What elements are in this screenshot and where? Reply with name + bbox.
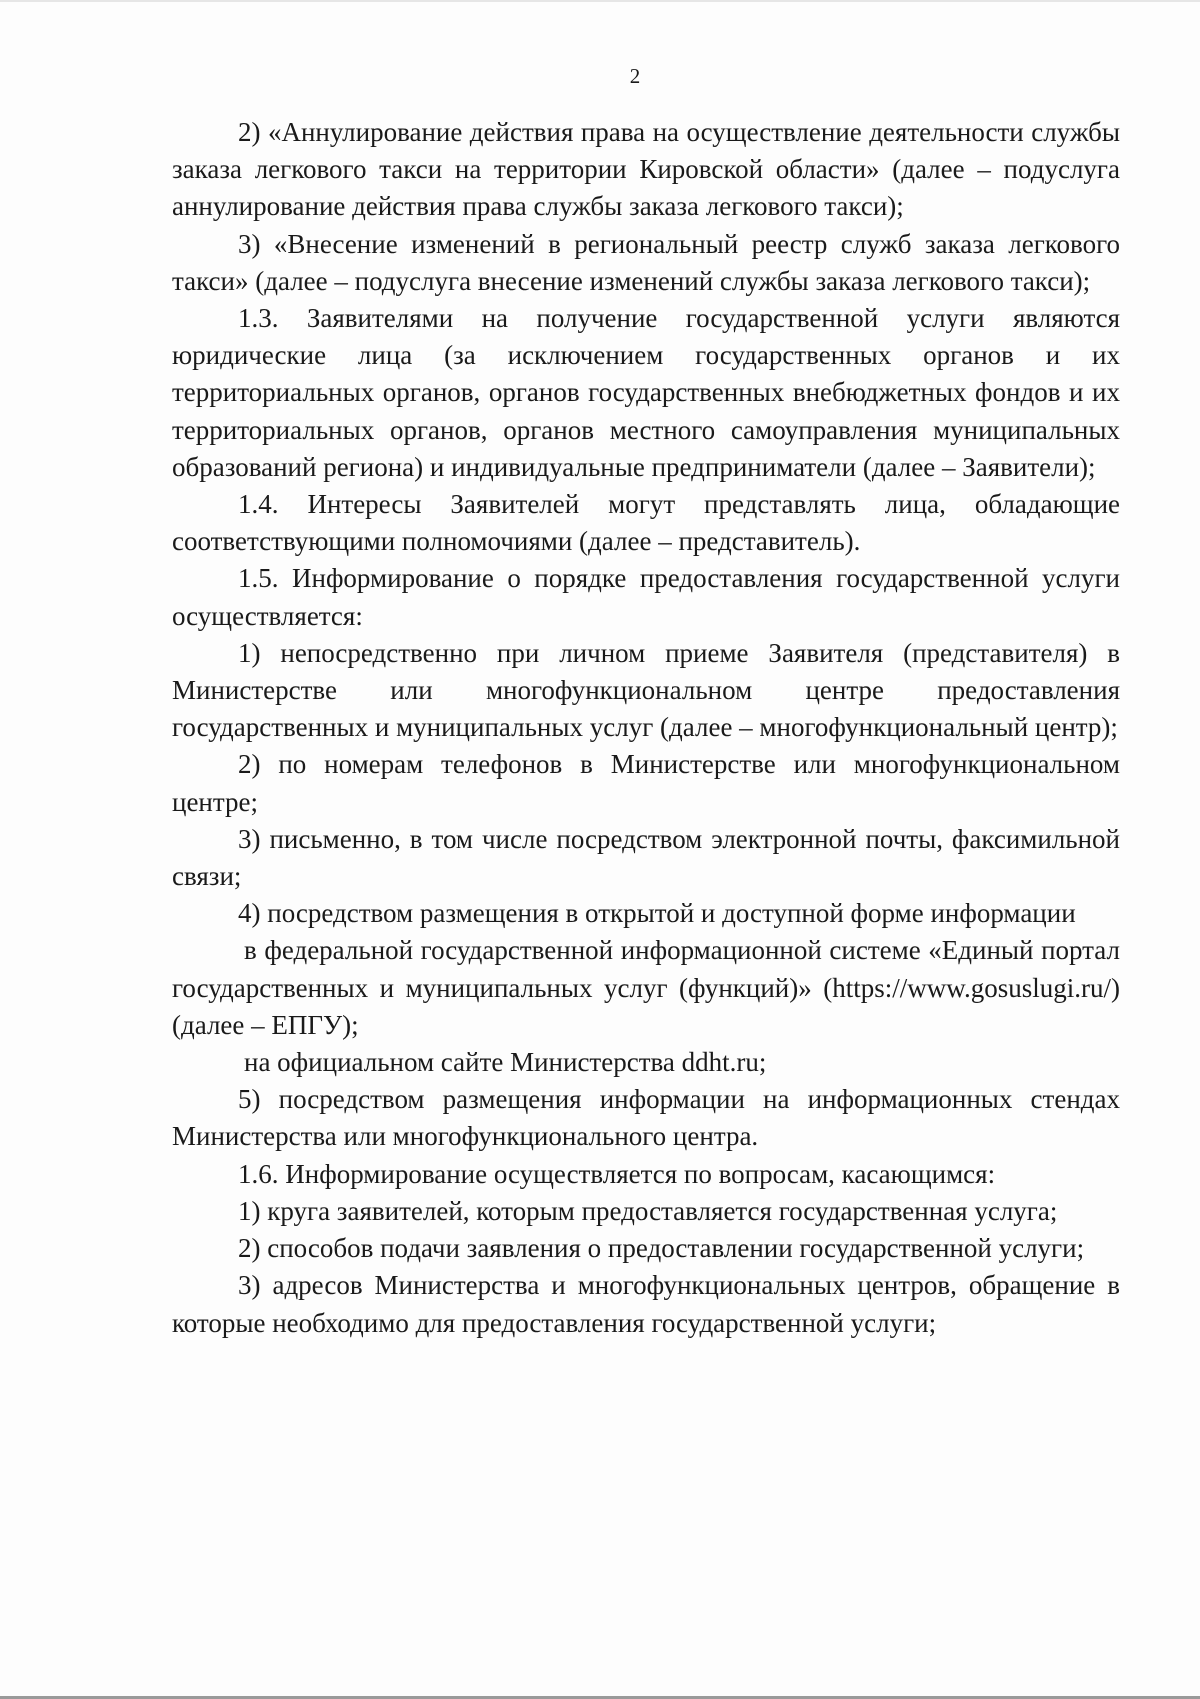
document-body (172, 114, 1120, 1342)
paragraph-informing-5-stands: 5) посредством размещения информации на информационных стендах Министерства или многофункционального центра. (172, 1084, 1120, 1152)
paragraph-item-3-changes: 3) «Внесение изменений в региональный реестр служб заказа легкового такси» (далее – подуслуга внесение изменений службы заказа легкового такси); (172, 228, 1120, 296)
paragraph-informing-4-open-form: 4) посредством размещения в открытой и доступной форме информации (238, 898, 1076, 929)
paragraph-topic-3-addresses: 3) адресов Министерства и многофункциональных центров, обращение в которые необходимо для предоставления государственной услуги; (172, 1270, 1120, 1338)
scan-edge-top (0, 0, 1200, 2)
paragraph-1-5-informing: 1.5. Информирование о порядке предоставления государственной услуги осуществляется: (172, 563, 1120, 631)
page-number: 2 (629, 64, 641, 88)
paragraph-item-2-annulment: 2) «Аннулирование действия права на осуществление деятельности службы заказа легкового такси на территории Кировской области» (далее – подуслуга аннулирование действия права службы заказа легкового такси); (172, 117, 1120, 222)
paragraph-informing-3-written: 3) письменно, в том числе посредством электронной почты, факсимильной связи; (172, 823, 1120, 892)
paragraph-1-4-representatives: 1.4. Интересы Заявителей могут представлять лица, обладающие соответствующими полномочиями (далее – представитель). (172, 489, 1120, 557)
paragraph-1-3-applicants: 1.3. Заявителями на получение государственной услуги являются юридические лица (за исключением государственных органов и их территориальных органов, органов государственных внебюджетных фондов и их территориальных органов, органов местного самоуправления муниципальных образований региона) и индивидуальные предприниматели (далее – Заявители); (172, 303, 1120, 482)
paragraph-epgu-portal: в федеральной государственной информационной системе «Единый портал государственных и муниципальных услуг (функций)» (https://www.gosuslugi.ru/) (далее – ЕПГУ); (172, 935, 1120, 1040)
paragraph-1-6-topics: 1.6. Информирование осуществляется по вопросам, касающимся: (238, 1158, 996, 1189)
paragraph-informing-1-in-person: 1) непосредственно при личном приеме Заявителя (представителя) в Министерстве или многофункциональном центре предоставления государственных и муниципальных услуг (далее – многофункциональный центр); (172, 637, 1120, 743)
paragraph-topic-1-applicants: 1) круга заявителей, которым предоставляется государственная услуга; (238, 1195, 1058, 1226)
paragraph-official-site: на официальном сайте Министерства ddht.ru; (244, 1047, 767, 1078)
paragraph-informing-2-phone: 2) по номерам телефонов в Министерстве или многофункциональном центре; (172, 749, 1120, 817)
paragraph-topic-2-submission: 2) способов подачи заявления о предоставлении государственной услуги; (238, 1233, 1085, 1264)
